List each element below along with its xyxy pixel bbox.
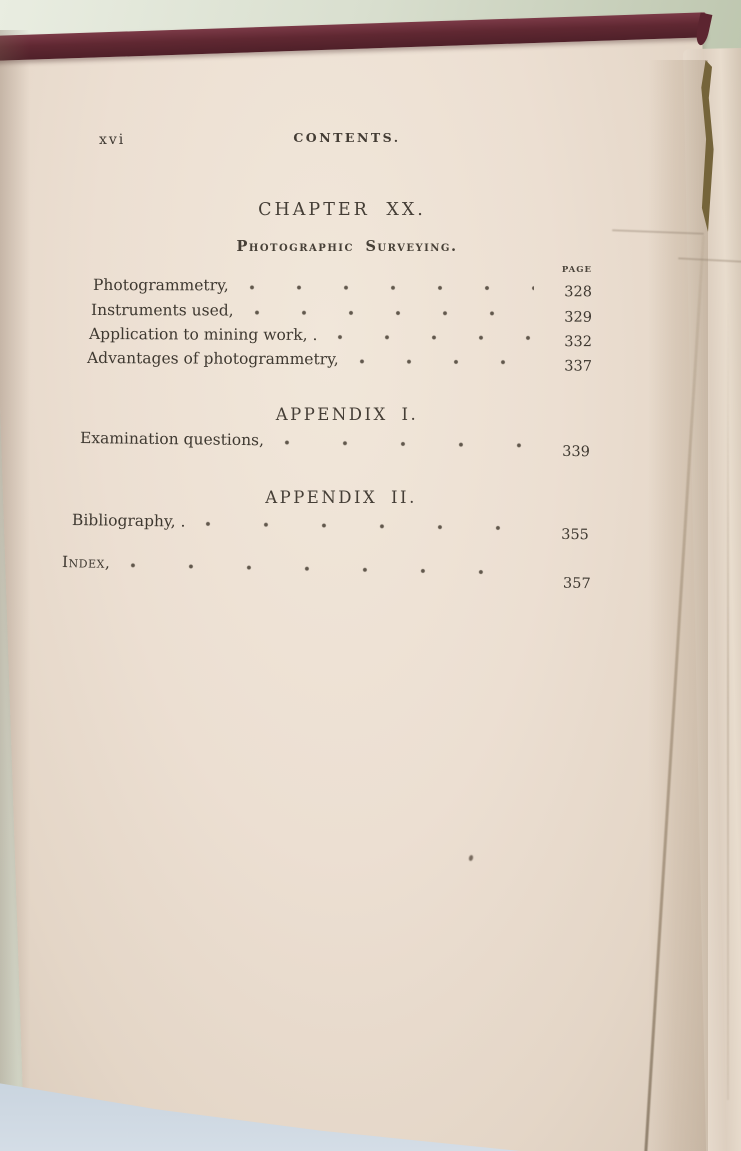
- toc-row: [86, 349, 593, 375]
- leader-dots: [280, 435, 532, 450]
- toc-entry-label: Index,: [61, 553, 111, 572]
- toc-entry-page: 357: [562, 575, 591, 593]
- leader-dots: [201, 517, 531, 534]
- appendix-1-heading: APPENDIX I.: [275, 405, 419, 424]
- toc-entry-page: 339: [562, 443, 590, 461]
- leader-dots: [126, 558, 533, 578]
- running-title: CONTENTS.: [293, 130, 401, 145]
- toc-row: [90, 301, 593, 326]
- leader-dots: [250, 306, 534, 319]
- toc-row: [92, 276, 593, 301]
- toc-row: [88, 325, 593, 351]
- toc-entry-label: Examination questions,: [79, 429, 265, 450]
- toc-row: [61, 553, 591, 593]
- leader-dots: [333, 330, 534, 343]
- page-column-label: PAGE: [561, 265, 592, 275]
- toc-entry-label: Bibliography, .: [71, 511, 186, 531]
- toc-entry-label: Advantages of photogrammetry,: [86, 349, 339, 369]
- toc-entry-label: Application to mining work, .: [88, 325, 318, 344]
- folio-number: xvi: [99, 132, 126, 148]
- chapter-heading: CHAPTER XX.: [258, 200, 426, 220]
- toc-entry-label: Instruments used,: [90, 301, 234, 320]
- toc-row: [71, 511, 589, 544]
- leader-dots: [355, 354, 534, 367]
- toc-entry-page: 328: [564, 284, 593, 301]
- toc-entry-page: 355: [561, 526, 589, 544]
- leader-dots: [245, 280, 534, 293]
- chapter-subheading: Photographic Surveying.: [236, 238, 458, 255]
- appendix-2-heading: APPENDIX II.: [265, 488, 417, 507]
- toc-entry-page: 329: [564, 309, 593, 326]
- toc-row: [79, 429, 590, 461]
- toc-entry-label: Photogrammetry,: [92, 276, 229, 295]
- toc-entry-page: 332: [564, 334, 593, 351]
- toc-entry-page: 337: [564, 358, 593, 375]
